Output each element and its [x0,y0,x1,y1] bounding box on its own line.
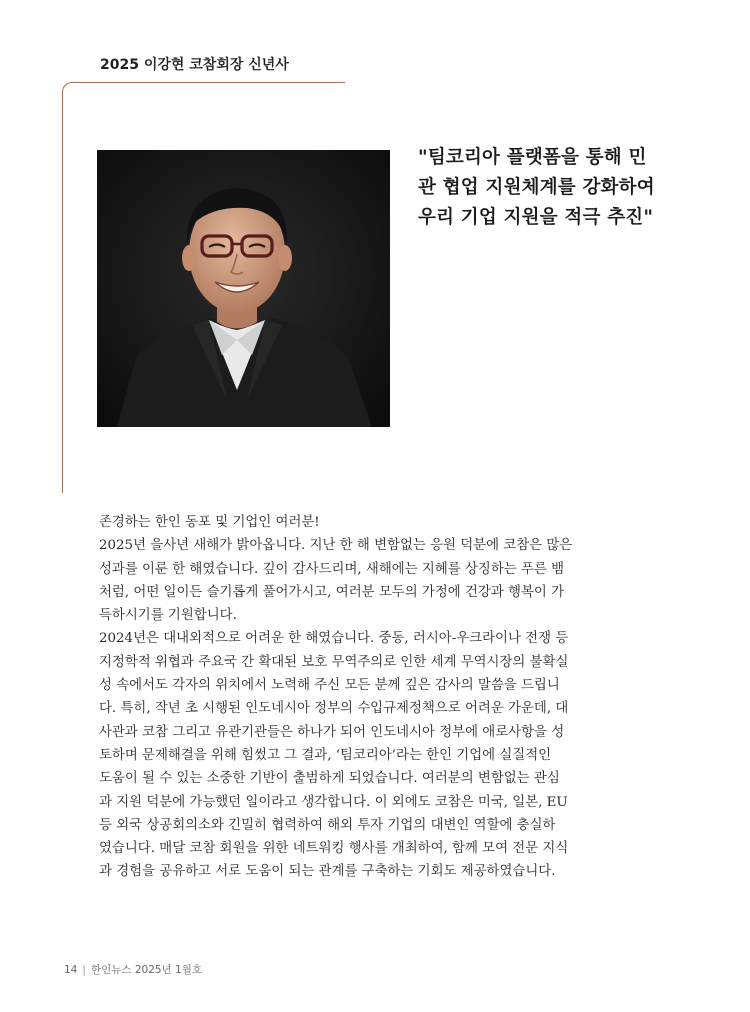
page-number: 14 [64,964,78,976]
pull-quote-line: 우리 기업 지원을 적극 추진" [418,207,654,228]
body-line: 2025년 을사년 새해가 밝아옵니다. 지난 한 해 변함없는 응원 덕분에 코참은 많은 [99,538,573,554]
body-line: 사관과 코참 그리고 유관기관들은 하나가 되어 인도네시아 정부에 애로사항을 성 [99,724,565,740]
body-line: 2024년은 대내외적으로 어려운 한 해였습니다. 중동, 러시아-우크라이나 전쟁 등 [99,631,569,647]
side-rule [62,93,63,493]
page-header-title: 2025 이강현 코참회장 신년사 [100,57,289,73]
portrait-illustration [97,150,390,427]
body-line: 과 경험을 공유하고 서로 도움이 되는 관계를 구축하는 기회도 제공하였습니다. [99,864,556,880]
publication-name: 한인뉴스 2025년 1월호 [90,964,202,976]
page-footer [64,962,202,977]
body-line: 존경하는 한인 동포 및 기업인 여러분! [99,515,320,530]
body-line: 등 외국 상공회의소와 긴밀히 협력하여 해외 투자 기업의 대변인 역할에 충실하 [99,817,556,833]
body-line: 도움이 될 수 있는 소중한 기반이 출범하게 되었습니다. 여러분의 변함없는 관심 [99,771,560,787]
body-line: 처럼, 어떤 일이든 슬기롭게 풀어가시고, 여러분 모두의 가정에 건강과 행복이 가 [99,584,565,600]
header-rule-corner [62,82,72,94]
body-line: 성과를 이룬 한 해였습니다. 깊이 감사드리며, 새해에는 지혜를 상징하는 푸른 뱀 [99,561,565,577]
pull-quote-line: 관 협업 지원체계를 강화하여 [418,177,655,198]
body-line: 득하시기를 기원합니다. [99,608,237,624]
body-line: 과 지원 덕분에 가능했던 일이라고 생각합니다. 이 외에도 코참은 미국, 일본, EU [99,794,568,810]
body-line: 지정학적 위협과 주요국 간 확대된 보호 무역주의로 인한 세계 무역시장의 불확실 [99,654,569,670]
portrait-photo [97,150,390,427]
body-line: 다. 특히, 작년 초 시행된 인도네시아 정부의 수입규제정책으로 어려운 가운데, 대 [99,701,569,717]
body-line: 였습니다. 매달 코참 회원을 위한 네트워킹 행사를 개최하여, 함께 모여 전문 지식 [99,841,569,857]
article-body [99,511,639,884]
body-line: 성 속에서도 각자의 위치에서 노력해 주신 모든 분께 깊은 감사의 말씀을 드립니 [99,678,560,694]
footer-separator: | [82,964,86,976]
pull-quote-line: "팀코리아 플랫폼을 통해 민 [418,147,647,168]
body-line: 토하며 문제해결을 위해 힘썼고 그 결과, ‘팀코리아’라는 한인 기업에 실질적인 [99,747,552,763]
pull-quote [418,143,718,233]
header-rule [72,82,345,83]
